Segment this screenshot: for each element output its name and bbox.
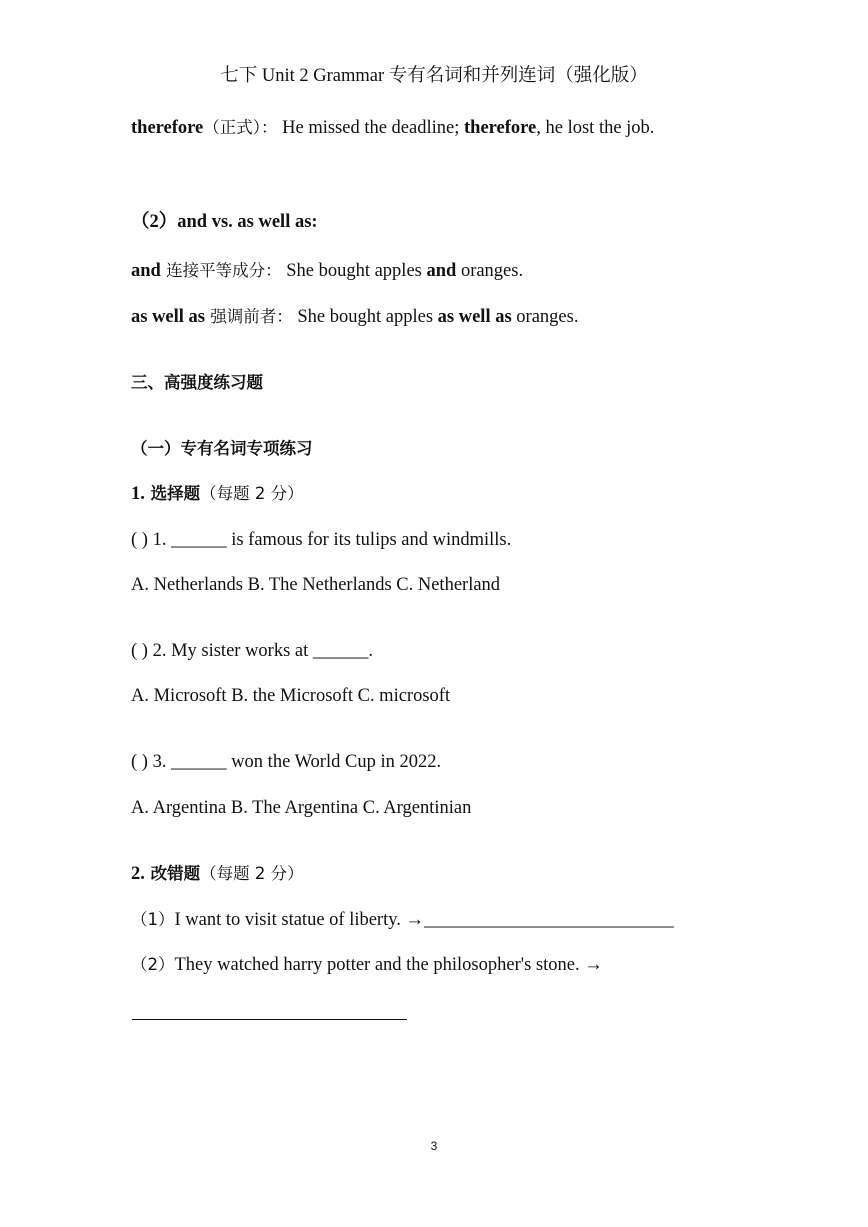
correction-item-2-text: They watched harry potter and the philosopher's stone. → xyxy=(174,955,603,975)
choice-number: 1. xyxy=(131,484,145,504)
question-1-options: A. Netherlands B. The Netherlands C. Netherland xyxy=(131,575,501,595)
choice-heading xyxy=(131,482,304,506)
answer-blank-line xyxy=(132,1019,407,1020)
term-as-well-as: as well as xyxy=(131,307,205,327)
and-note: 连接平等成分： xyxy=(160,261,282,280)
correction-heading xyxy=(131,862,304,886)
part-three-title: 三、高强度练习题 xyxy=(131,373,263,392)
correction-item-1-number: （1） xyxy=(131,910,175,929)
example-bold: as well as xyxy=(437,307,512,327)
question-3-stem: ( ) 3. ______ won the World Cup in 2022. xyxy=(131,752,442,772)
subsection-heading xyxy=(131,437,313,461)
question-3-options: A. Argentina B. The Argentina C. Argentinian xyxy=(131,798,472,818)
therefore-note: （正式）： xyxy=(203,118,278,137)
example-text: He missed the deadline; xyxy=(277,118,464,138)
question-2-stem: ( ) 2. My sister works at ______. xyxy=(131,641,374,661)
as-well-as-note: 强调前者： xyxy=(205,307,293,326)
example-bold: therefore xyxy=(464,118,537,138)
choice-score: （每题 2 分） xyxy=(200,484,304,503)
correction-number: 2. xyxy=(131,864,145,884)
header-title: 七下 Unit 2 Grammar 专有名词和并列连词（强化版） xyxy=(220,66,648,86)
as-well-as-example xyxy=(131,305,578,329)
term-therefore: therefore xyxy=(131,118,204,138)
section-heading-text: （2）and vs. as well as: xyxy=(131,212,318,232)
example-text-end: oranges. xyxy=(456,261,524,281)
and-example xyxy=(131,259,523,283)
example-text: She bought apples xyxy=(281,261,427,281)
example-text-end: , he lost the job. xyxy=(536,118,655,138)
part-three-heading xyxy=(131,371,263,395)
correction-item-1-text: I want to visit statue of liberty. →___________________________ xyxy=(174,910,674,930)
example-bold: and xyxy=(426,261,457,281)
correction-score: （每题 2 分） xyxy=(200,864,304,883)
correction-label: 改错题 xyxy=(144,864,201,883)
term-and: and xyxy=(131,261,161,281)
page-header xyxy=(0,64,868,88)
question-2-options: A. Microsoft B. the Microsoft C. microsoft xyxy=(131,686,451,706)
example-text: She bought apples xyxy=(292,307,438,327)
correction-item-2-number: （2） xyxy=(131,955,175,974)
example-text-end: oranges. xyxy=(511,307,579,327)
page-number: 3 xyxy=(430,1139,438,1153)
correction-item-1 xyxy=(131,908,674,932)
correction-item-2 xyxy=(131,953,603,977)
question-1-stem: ( ) 1. ______ is famous for its tulips and windmills. xyxy=(131,530,512,550)
subsection-title: （一）专有名词专项练习 xyxy=(131,439,313,458)
section-heading-and-vs-as-well-as xyxy=(131,210,318,234)
choice-label: 选择题 xyxy=(144,484,201,503)
therefore-example xyxy=(131,116,654,140)
